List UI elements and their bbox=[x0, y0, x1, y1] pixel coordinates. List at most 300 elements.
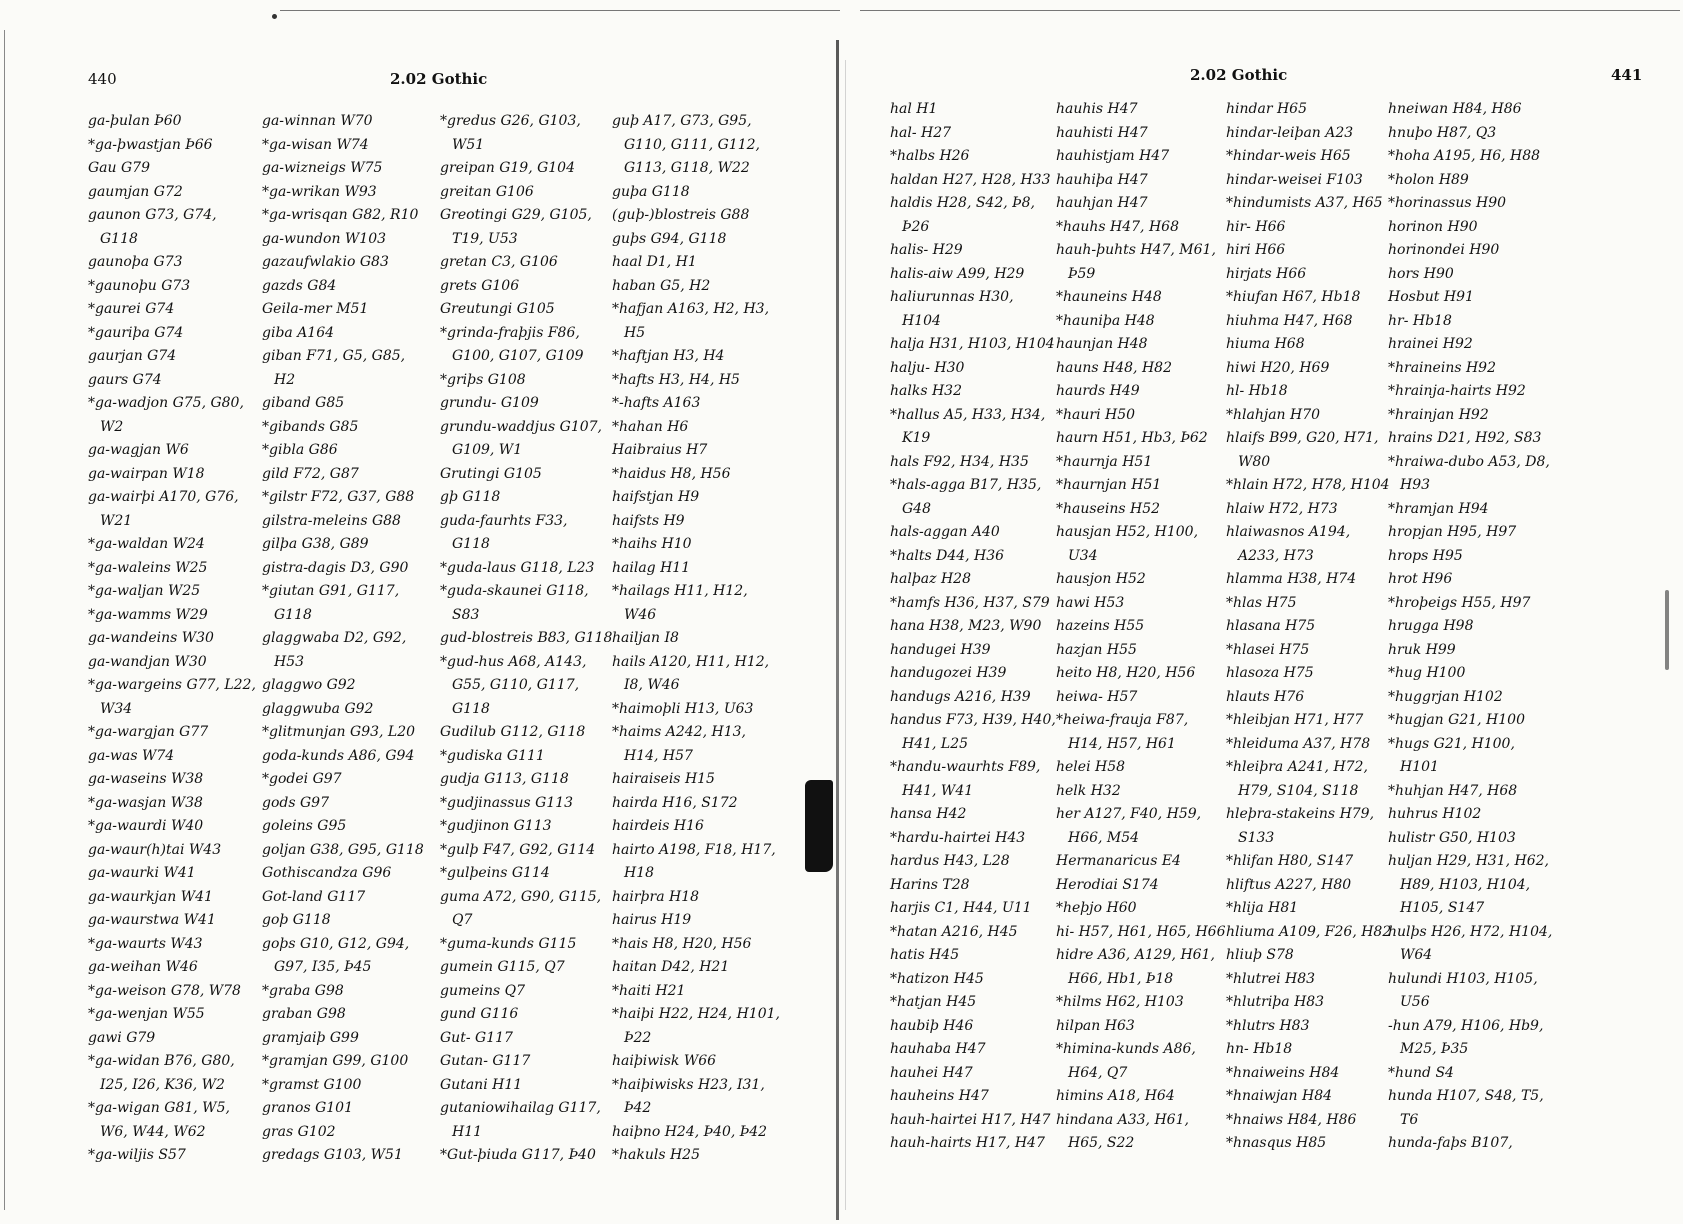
index-entry: haal D1, H1 bbox=[612, 254, 697, 270]
index-entry: *haims A242, H13, bbox=[612, 724, 746, 740]
index-entry: hailjan I8 bbox=[612, 630, 679, 646]
index-entry: G118 bbox=[452, 536, 490, 552]
index-entry: hrops H95 bbox=[1388, 547, 1463, 564]
index-entry: *hallus A5, H33, H34, bbox=[890, 406, 1046, 423]
index-entry: G100, G107, G109 bbox=[452, 348, 584, 364]
index-entry: halju- H30 bbox=[890, 359, 965, 376]
index-entry: handugei H39 bbox=[890, 641, 991, 658]
index-entry: hrugga H98 bbox=[1388, 618, 1474, 634]
index-entry: *hlifan H80, S147 bbox=[1226, 853, 1354, 869]
index-entry: *hamfs H36, H37, S79 bbox=[890, 594, 1050, 611]
index-entry: H53 bbox=[274, 653, 305, 670]
index-entry: I8, W46 bbox=[624, 677, 680, 693]
index-entry: Þ22 bbox=[624, 1029, 652, 1046]
index-entry: *ga-waldan W24 bbox=[88, 536, 205, 552]
index-entry: *glitmunjan G93, L20 bbox=[262, 724, 416, 740]
index-entry: Herodiai S174 bbox=[1056, 876, 1159, 893]
index-entry: S133 bbox=[1238, 829, 1275, 846]
index-entry: *gibands G85 bbox=[262, 418, 359, 435]
index-entry: hindar-weisei F103 bbox=[1226, 171, 1363, 188]
index-entry: hiuma H68 bbox=[1226, 336, 1305, 352]
index-entry: *ga-waljan W25 bbox=[88, 583, 201, 599]
index-entry: *ga-wenjan W55 bbox=[88, 1006, 205, 1022]
index-entry: *hlas H75 bbox=[1226, 594, 1297, 611]
index-entry: Gau G79 bbox=[88, 160, 150, 176]
index-entry: haldis H28, S42, Þ8, bbox=[890, 195, 1035, 211]
index-entry: hawi H53 bbox=[1056, 594, 1125, 611]
index-entry: hlaiw H72, H73 bbox=[1226, 500, 1338, 517]
index-entry: gund G116 bbox=[440, 1006, 519, 1022]
index-entry: ga-waur(h)tai W43 bbox=[88, 841, 222, 858]
index-entry: guda-faurhts F33, bbox=[440, 512, 568, 529]
index-entry: W51 bbox=[452, 136, 485, 153]
index-entry: Gutan- G117 bbox=[440, 1053, 531, 1069]
index-column-4 bbox=[612, 110, 780, 1168]
index-entry: H18 bbox=[624, 865, 655, 881]
index-entry: halis-aiw A99, H29 bbox=[890, 265, 1025, 282]
index-entry: *gudiska G111 bbox=[440, 747, 545, 764]
index-entry: *haurnja H51 bbox=[1056, 453, 1153, 470]
index-entry: Greutungi G105 bbox=[440, 301, 555, 317]
index-entry: *ga-wadjon G75, G80, bbox=[88, 395, 244, 411]
index-entry: haurn H51, Hb3, Þ62 bbox=[1056, 430, 1208, 446]
index-entry: hirjats H66 bbox=[1226, 265, 1307, 282]
index-entry: *haihs H10 bbox=[612, 536, 692, 552]
index-entry: hauhaba H47 bbox=[890, 1041, 986, 1057]
index-entry: hauhistjam H47 bbox=[1056, 148, 1170, 164]
index-entry: M25, Þ35 bbox=[1400, 1041, 1469, 1057]
index-entry: H79, S104, S118 bbox=[1238, 782, 1359, 799]
index-entry: handugs A216, H39 bbox=[890, 688, 1031, 705]
index-entry: G55, G110, G117, bbox=[452, 677, 580, 693]
index-entry: gaunoþa G73 bbox=[88, 254, 183, 270]
index-entry: hulistr G50, H103 bbox=[1388, 829, 1516, 846]
index-entry: *hleiþra A241, H72, bbox=[1226, 759, 1368, 775]
index-entry: W64 bbox=[1400, 947, 1433, 963]
index-entry: hn- Hb18 bbox=[1226, 1041, 1293, 1057]
index-entry: giba A164 bbox=[262, 324, 335, 341]
index-entry: handus F73, H39, H40, bbox=[890, 712, 1056, 728]
index-entry: Þ59 bbox=[1068, 265, 1096, 282]
index-entry: *ga-wargjan G77 bbox=[88, 724, 209, 740]
index-entry: Hermanaricus E4 bbox=[1056, 853, 1181, 869]
index-entry: greitan G106 bbox=[440, 183, 534, 200]
index-entry: himins A18, H64 bbox=[1056, 1088, 1175, 1104]
index-entry: *hlutriþa H83 bbox=[1226, 994, 1325, 1010]
index-entry: goþ G118 bbox=[262, 912, 331, 928]
index-entry: *ga-weison G78, W78 bbox=[88, 982, 241, 999]
index-entry: *haiþiwisks H23, I31, bbox=[612, 1076, 765, 1093]
index-entry: guþs G94, G118 bbox=[612, 230, 727, 247]
index-entry: grundu- G109 bbox=[440, 395, 539, 411]
index-entry: T6 bbox=[1400, 1111, 1419, 1128]
index-entry: *halts D44, H36 bbox=[890, 547, 1005, 564]
index-entry: hazjan H55 bbox=[1056, 641, 1137, 658]
index-entry: *ga-wrisqan G82, R10 bbox=[262, 207, 419, 223]
index-entry: *hnaiws H84, H86 bbox=[1226, 1111, 1357, 1128]
index-entry: hrainei H92 bbox=[1388, 336, 1473, 352]
index-entry: G48 bbox=[902, 500, 931, 517]
index-entry: T19, U53 bbox=[452, 230, 518, 247]
index-entry: haubiþ H46 bbox=[890, 1017, 974, 1034]
index-entry: *hoha A195, H6, H88 bbox=[1388, 148, 1541, 164]
index-entry: hauhis H47 bbox=[1056, 101, 1138, 117]
index-entry: hlaiwasnos A194, bbox=[1226, 524, 1351, 540]
index-entry: hlauts H76 bbox=[1226, 688, 1305, 705]
index-entry: Gut- G117 bbox=[440, 1029, 513, 1046]
index-entry: hausjan H52, H100, bbox=[1056, 524, 1199, 540]
index-entry: *Gut-þiuda G117, Þ40 bbox=[440, 1147, 596, 1163]
index-entry: hir- H66 bbox=[1226, 218, 1286, 235]
index-entry: hlasana H75 bbox=[1226, 618, 1316, 634]
index-entry: grets G106 bbox=[440, 277, 520, 294]
index-entry: G110, G111, G112, bbox=[624, 136, 760, 153]
index-entry: *hlahjan H70 bbox=[1226, 406, 1321, 423]
index-entry: *hleibjan H71, H77 bbox=[1226, 712, 1364, 728]
index-entry: hliuma A109, F26, H82 bbox=[1226, 923, 1392, 940]
index-entry: *hramjan H94 bbox=[1388, 500, 1489, 517]
index-entry: W34 bbox=[100, 700, 133, 717]
index-entry: hindana A33, H61, bbox=[1056, 1111, 1189, 1128]
index-entry: *hnaiwjan H84 bbox=[1226, 1088, 1333, 1104]
index-entry: hulundi H103, H105, bbox=[1388, 970, 1538, 987]
index-entry: *gredus G26, G103, bbox=[440, 113, 581, 129]
index-entry: *hlutrs H83 bbox=[1226, 1017, 1310, 1034]
index-entry: *hnaiweins H84 bbox=[1226, 1064, 1340, 1081]
index-entry: hals-aggan A40 bbox=[890, 524, 1000, 540]
index-entry: *hindumists A37, H65 bbox=[1226, 195, 1383, 211]
index-entry: *hroþeigs H55, H97 bbox=[1388, 594, 1531, 611]
index-entry: *hauneins H48 bbox=[1056, 289, 1162, 305]
index-entry: Greotingi G29, G105, bbox=[440, 207, 592, 223]
index-entry: ga-waurkjan W41 bbox=[88, 888, 213, 905]
running-head: 2.02 Gothic bbox=[390, 70, 488, 88]
index-entry: greipan G19, G104 bbox=[440, 160, 575, 176]
index-entry: *hraineins H92 bbox=[1388, 359, 1496, 376]
index-entry: *hug H100 bbox=[1388, 665, 1466, 681]
index-entry: gilþa G38, G89 bbox=[262, 536, 369, 552]
index-entry: *griþs G108 bbox=[440, 371, 526, 388]
index-entry: Þ26 bbox=[902, 218, 930, 235]
index-entry: gras G102 bbox=[262, 1123, 336, 1140]
index-entry: gþ G118 bbox=[440, 489, 501, 505]
index-entry: *-hafts A163 bbox=[612, 395, 701, 411]
index-entry: gretan C3, G106 bbox=[440, 254, 558, 270]
index-entry: giban F71, G5, G85, bbox=[262, 348, 406, 364]
index-entry: hropjan H95, H97 bbox=[1388, 524, 1517, 540]
index-entry: her A127, F40, H59, bbox=[1056, 806, 1202, 822]
index-entry: ga-wandjan W30 bbox=[88, 653, 207, 670]
index-entry: *guda-laus G118, L23 bbox=[440, 559, 595, 576]
index-entry: hauhei H47 bbox=[890, 1064, 973, 1081]
index-entry: G118 bbox=[274, 606, 312, 623]
index-entry: hauh-hairtei H17, H47 bbox=[890, 1111, 1051, 1128]
index-entry: *hals-agga B17, H35, bbox=[890, 477, 1042, 493]
index-entry: hlaifs B99, G20, H71, bbox=[1226, 430, 1379, 446]
index-entry: *hund S4 bbox=[1388, 1064, 1454, 1081]
index-entry: H89, H103, H104, bbox=[1400, 876, 1531, 893]
index-entry: (guþ-)blostreis G88 bbox=[612, 207, 750, 223]
index-entry: W80 bbox=[1238, 453, 1271, 470]
index-entry: haurds H49 bbox=[1056, 383, 1140, 399]
index-entry: guþ A17, G73, G95, bbox=[612, 113, 752, 129]
index-entry: *huhjan H47, H68 bbox=[1388, 782, 1518, 799]
index-entry: *hatizon H45 bbox=[890, 970, 984, 987]
index-entry: ga-wizneigs W75 bbox=[262, 160, 383, 176]
index-entry: hairda H16, S172 bbox=[612, 794, 738, 811]
index-entry: hiuhma H47, H68 bbox=[1226, 312, 1353, 329]
index-entry: hazeins H55 bbox=[1056, 618, 1145, 634]
index-entry: Harins T28 bbox=[890, 876, 970, 893]
page-number: 440 bbox=[88, 70, 117, 88]
index-entry: *hlutrei H83 bbox=[1226, 970, 1316, 987]
index-entry: Got-land G117 bbox=[262, 888, 366, 905]
index-entry: hal- H27 bbox=[890, 124, 952, 141]
index-entry: heiwa- H57 bbox=[1056, 688, 1138, 705]
index-entry: *haiti H21 bbox=[612, 982, 686, 999]
index-entry: gumein G115, Q7 bbox=[440, 959, 565, 975]
index-column-3 bbox=[1226, 98, 1391, 1156]
index-entry: *hardu-hairtei H43 bbox=[890, 829, 1026, 846]
index-entry: *hraiwa-dubo A53, D8, bbox=[1388, 453, 1550, 470]
index-entry: guma A72, G90, G115, bbox=[440, 888, 602, 905]
index-entry: *gaurei G74 bbox=[88, 301, 175, 317]
index-entry: *hatan A216, H45 bbox=[890, 923, 1018, 940]
index-entry: hansa H42 bbox=[890, 806, 967, 822]
index-entry: *hrainjan H92 bbox=[1388, 406, 1489, 423]
index-entry: *godei G97 bbox=[262, 771, 342, 787]
index-entry: gods G97 bbox=[262, 794, 329, 811]
index-entry: hrot H96 bbox=[1388, 571, 1453, 587]
index-entry: *gulþ F47, G92, G114 bbox=[440, 841, 596, 858]
index-entry: H5 bbox=[624, 324, 646, 341]
index-entry: *hauniþa H48 bbox=[1056, 312, 1155, 329]
index-entry: H2 bbox=[274, 371, 296, 388]
index-entry: *holon H89 bbox=[1388, 171, 1469, 188]
index-entry: G97, I35, Þ45 bbox=[274, 959, 372, 975]
index-entry: gistra-dagis D3, G90 bbox=[262, 559, 409, 576]
index-entry: H105, S147 bbox=[1400, 900, 1485, 916]
index-entry: W6, W44, W62 bbox=[100, 1123, 206, 1140]
index-entry: heito H8, H20, H56 bbox=[1056, 665, 1196, 681]
index-entry: G109, W1 bbox=[452, 442, 523, 458]
index-entry: hauh-þuhts H47, M61, bbox=[1056, 242, 1216, 258]
index-entry: *guda-skaunei G118, bbox=[440, 583, 589, 599]
index-entry: *heþjo H60 bbox=[1056, 900, 1137, 916]
index-entry: gaumjan G72 bbox=[88, 183, 183, 200]
index-entry: hairto A198, F18, H17, bbox=[612, 841, 776, 858]
index-entry: horinon H90 bbox=[1388, 218, 1478, 235]
index-entry: *hatjan H45 bbox=[890, 994, 977, 1010]
index-entry: H65, S22 bbox=[1068, 1135, 1135, 1151]
index-entry: *handu-waurhts F89, bbox=[890, 759, 1041, 775]
index-entry: H93 bbox=[1400, 477, 1431, 493]
index-entry: gredags G103, W51 bbox=[262, 1147, 403, 1163]
index-entry: *hlasei H75 bbox=[1226, 641, 1310, 658]
index-entry: gaurs G74 bbox=[88, 371, 162, 388]
index-entry: hairaiseis H15 bbox=[612, 771, 715, 787]
index-entry: hr- Hb18 bbox=[1388, 312, 1452, 329]
index-entry: *gilstr F72, G37, G88 bbox=[262, 489, 415, 505]
left-page bbox=[0, 0, 838, 1224]
index-entry: gazds G84 bbox=[262, 277, 337, 294]
index-entry: hleþra-stakeins H79, bbox=[1226, 806, 1375, 822]
index-entry: hauns H48, H82 bbox=[1056, 359, 1172, 376]
index-entry: ga-wundon W103 bbox=[262, 230, 387, 247]
index-entry: gilstra-meleins G88 bbox=[262, 512, 401, 529]
index-entry: hauheins H47 bbox=[890, 1088, 989, 1104]
index-entry: *ga-wrikan W93 bbox=[262, 183, 377, 200]
index-entry: goleins G95 bbox=[262, 818, 347, 834]
index-entry: *hailags H11, H12, bbox=[612, 583, 748, 599]
index-entry: U34 bbox=[1068, 547, 1098, 564]
index-entry: *hugjan G21, H100 bbox=[1388, 712, 1525, 728]
index-entry: *hindar-weis H65 bbox=[1226, 148, 1351, 164]
index-entry: G113, G118, W22 bbox=[624, 160, 750, 176]
index-entry: H14, H57, H61 bbox=[1068, 735, 1176, 752]
index-entry: Hosbut H91 bbox=[1388, 289, 1474, 305]
index-entry: *ga-wigan G81, W5, bbox=[88, 1100, 230, 1116]
index-entry: hindar-leiþan A23 bbox=[1226, 124, 1354, 141]
index-entry: *hais H8, H20, H56 bbox=[612, 935, 752, 952]
index-entry: *hauri H50 bbox=[1056, 406, 1136, 423]
index-entry: *hiufan H67, Hb18 bbox=[1226, 289, 1361, 305]
index-entry: *himina-kunds A86, bbox=[1056, 1041, 1196, 1057]
index-entry: hauhiþa H47 bbox=[1056, 171, 1148, 188]
index-entry: gawi G79 bbox=[88, 1029, 156, 1046]
index-entry: *gudjinon G113 bbox=[440, 818, 552, 834]
index-entry: *hilms H62, H103 bbox=[1056, 994, 1184, 1010]
index-entry: hidre A36, A129, H61, bbox=[1056, 947, 1215, 963]
index-entry: goþs G10, G12, G94, bbox=[262, 935, 410, 952]
index-entry: hindar H65 bbox=[1226, 101, 1307, 117]
index-entry: *ga-waleins W25 bbox=[88, 559, 208, 576]
index-column-4 bbox=[1388, 98, 1552, 1156]
index-column-3 bbox=[440, 110, 612, 1168]
index-entry: *hnasqus H85 bbox=[1226, 1135, 1327, 1151]
index-entry: *ga-wargeins G77, L22, bbox=[88, 677, 256, 693]
index-entry: halis- H29 bbox=[890, 242, 963, 258]
index-entry: hairþra H18 bbox=[612, 888, 700, 905]
index-entry: ga-wairpan W18 bbox=[88, 465, 205, 482]
index-entry: gudja G113, G118 bbox=[440, 771, 569, 787]
index-entry: *ga-waurts W43 bbox=[88, 935, 203, 952]
index-entry: grundu-waddjus G107, bbox=[440, 418, 602, 435]
index-entry: ga-winnan W70 bbox=[262, 113, 373, 129]
index-entry: *hafts H3, H4, H5 bbox=[612, 371, 740, 388]
index-entry: halþaz H28 bbox=[890, 571, 971, 587]
index-entry: hnuþo H87, Q3 bbox=[1388, 124, 1497, 141]
index-entry: hliftus A227, H80 bbox=[1226, 876, 1352, 893]
index-entry: H66, Hb1, Þ18 bbox=[1068, 970, 1174, 987]
index-entry: gaunon G73, G74, bbox=[88, 207, 217, 223]
index-entry: Geila-mer M51 bbox=[262, 301, 369, 317]
index-entry: *gauriþa G74 bbox=[88, 324, 184, 341]
index-entry: haldan H27, H28, H33 bbox=[890, 171, 1051, 188]
index-entry: ga-wandeins W30 bbox=[88, 630, 214, 646]
index-entry: *hahan H6 bbox=[612, 418, 689, 435]
index-entry: handugozei H39 bbox=[890, 665, 1007, 681]
index-entry: hors H90 bbox=[1388, 265, 1454, 282]
index-entry: hardus H43, L28 bbox=[890, 853, 1010, 869]
index-entry: haunjan H48 bbox=[1056, 336, 1148, 352]
index-entry: *haftjan H3, H4 bbox=[612, 348, 725, 364]
index-entry: goda-kunds A86, G94 bbox=[262, 747, 415, 764]
index-entry: goljan G38, G95, G118 bbox=[262, 841, 424, 858]
index-entry: H11 bbox=[452, 1123, 483, 1140]
index-entry: hl- Hb18 bbox=[1226, 383, 1288, 399]
index-entry: helei H58 bbox=[1056, 759, 1126, 775]
index-entry: gumeins Q7 bbox=[440, 982, 526, 999]
running-head: 2.02 Gothic bbox=[1190, 66, 1288, 84]
index-entry: hulþs H26, H72, H104, bbox=[1388, 923, 1553, 940]
index-entry: hrains D21, H92, S83 bbox=[1388, 430, 1542, 446]
index-column-2 bbox=[262, 110, 424, 1168]
index-entry: *horinassus H90 bbox=[1388, 195, 1507, 211]
index-entry: H64, Q7 bbox=[1068, 1064, 1128, 1081]
index-entry: hausjon H52 bbox=[1056, 571, 1146, 587]
index-entry: G118 bbox=[100, 230, 138, 247]
index-column-2 bbox=[1056, 98, 1225, 1156]
index-entry: K19 bbox=[902, 430, 931, 446]
index-entry: *giutan G91, G117, bbox=[262, 583, 400, 599]
index-entry: giband G85 bbox=[262, 395, 345, 411]
index-entry: glaggwo G92 bbox=[262, 677, 356, 693]
index-entry: gud-blostreis B83, G118 bbox=[440, 630, 613, 646]
index-entry: Þ42 bbox=[624, 1100, 652, 1116]
page-number: 441 bbox=[1611, 66, 1643, 84]
index-entry: ga-waurstwa W41 bbox=[88, 912, 216, 928]
index-entry: hal H1 bbox=[890, 101, 938, 117]
index-entry: I25, I26, K36, W2 bbox=[100, 1076, 225, 1093]
index-entry: ga-wairþi A170, G76, bbox=[88, 489, 239, 505]
index-entry: gild F72, G87 bbox=[262, 465, 359, 482]
index-entry: W2 bbox=[100, 418, 124, 435]
index-entry: H41, W41 bbox=[902, 782, 974, 799]
index-entry: A233, H73 bbox=[1238, 547, 1314, 564]
index-entry: H104 bbox=[902, 312, 941, 329]
index-entry: *hauhs H47, H68 bbox=[1056, 218, 1179, 235]
index-entry: -hun A79, H106, Hb9, bbox=[1388, 1017, 1544, 1034]
index-entry: *hakuls H25 bbox=[612, 1147, 700, 1163]
index-entry: *haurnjan H51 bbox=[1056, 477, 1162, 493]
index-entry: haifstjan H9 bbox=[612, 489, 700, 505]
index-entry: *graba G98 bbox=[262, 982, 344, 999]
index-entry: haiþno H24, Þ40, Þ42 bbox=[612, 1123, 768, 1140]
index-entry: *haimoþli H13, U63 bbox=[612, 700, 754, 717]
index-entry: *gaunoþu G73 bbox=[88, 277, 191, 294]
index-entry: gramjaiþ G99 bbox=[262, 1029, 359, 1046]
index-entry: hunda-faþs B107, bbox=[1388, 1135, 1513, 1151]
index-entry: *ga-widan B76, G80, bbox=[88, 1053, 235, 1069]
index-entry: *hlija H81 bbox=[1226, 900, 1299, 916]
right-page bbox=[838, 0, 1683, 1224]
index-entry: *gudjinassus G113 bbox=[440, 794, 574, 811]
index-entry: hairus H19 bbox=[612, 912, 692, 928]
index-entry: hruk H99 bbox=[1388, 641, 1456, 658]
index-entry: glaggwaba D2, G92, bbox=[262, 630, 407, 646]
index-entry: hauh-hairts H17, H47 bbox=[890, 1135, 1045, 1151]
index-entry: *hleiduma A37, H78 bbox=[1226, 735, 1371, 752]
index-entry: *haiþi H22, H24, H101, bbox=[612, 1006, 780, 1022]
index-entry: hi- H57, H61, H65, H66 bbox=[1056, 923, 1226, 940]
index-entry: *huggrjan H102 bbox=[1388, 688, 1503, 705]
index-entry: *ga-wamms W29 bbox=[88, 606, 208, 623]
index-entry: W46 bbox=[624, 606, 657, 623]
index-entry: *hlain H72, H78, H104 bbox=[1226, 477, 1390, 493]
index-entry: hneiwan H84, H86 bbox=[1388, 101, 1522, 117]
index-entry: *ga-wasjan W38 bbox=[88, 794, 203, 811]
